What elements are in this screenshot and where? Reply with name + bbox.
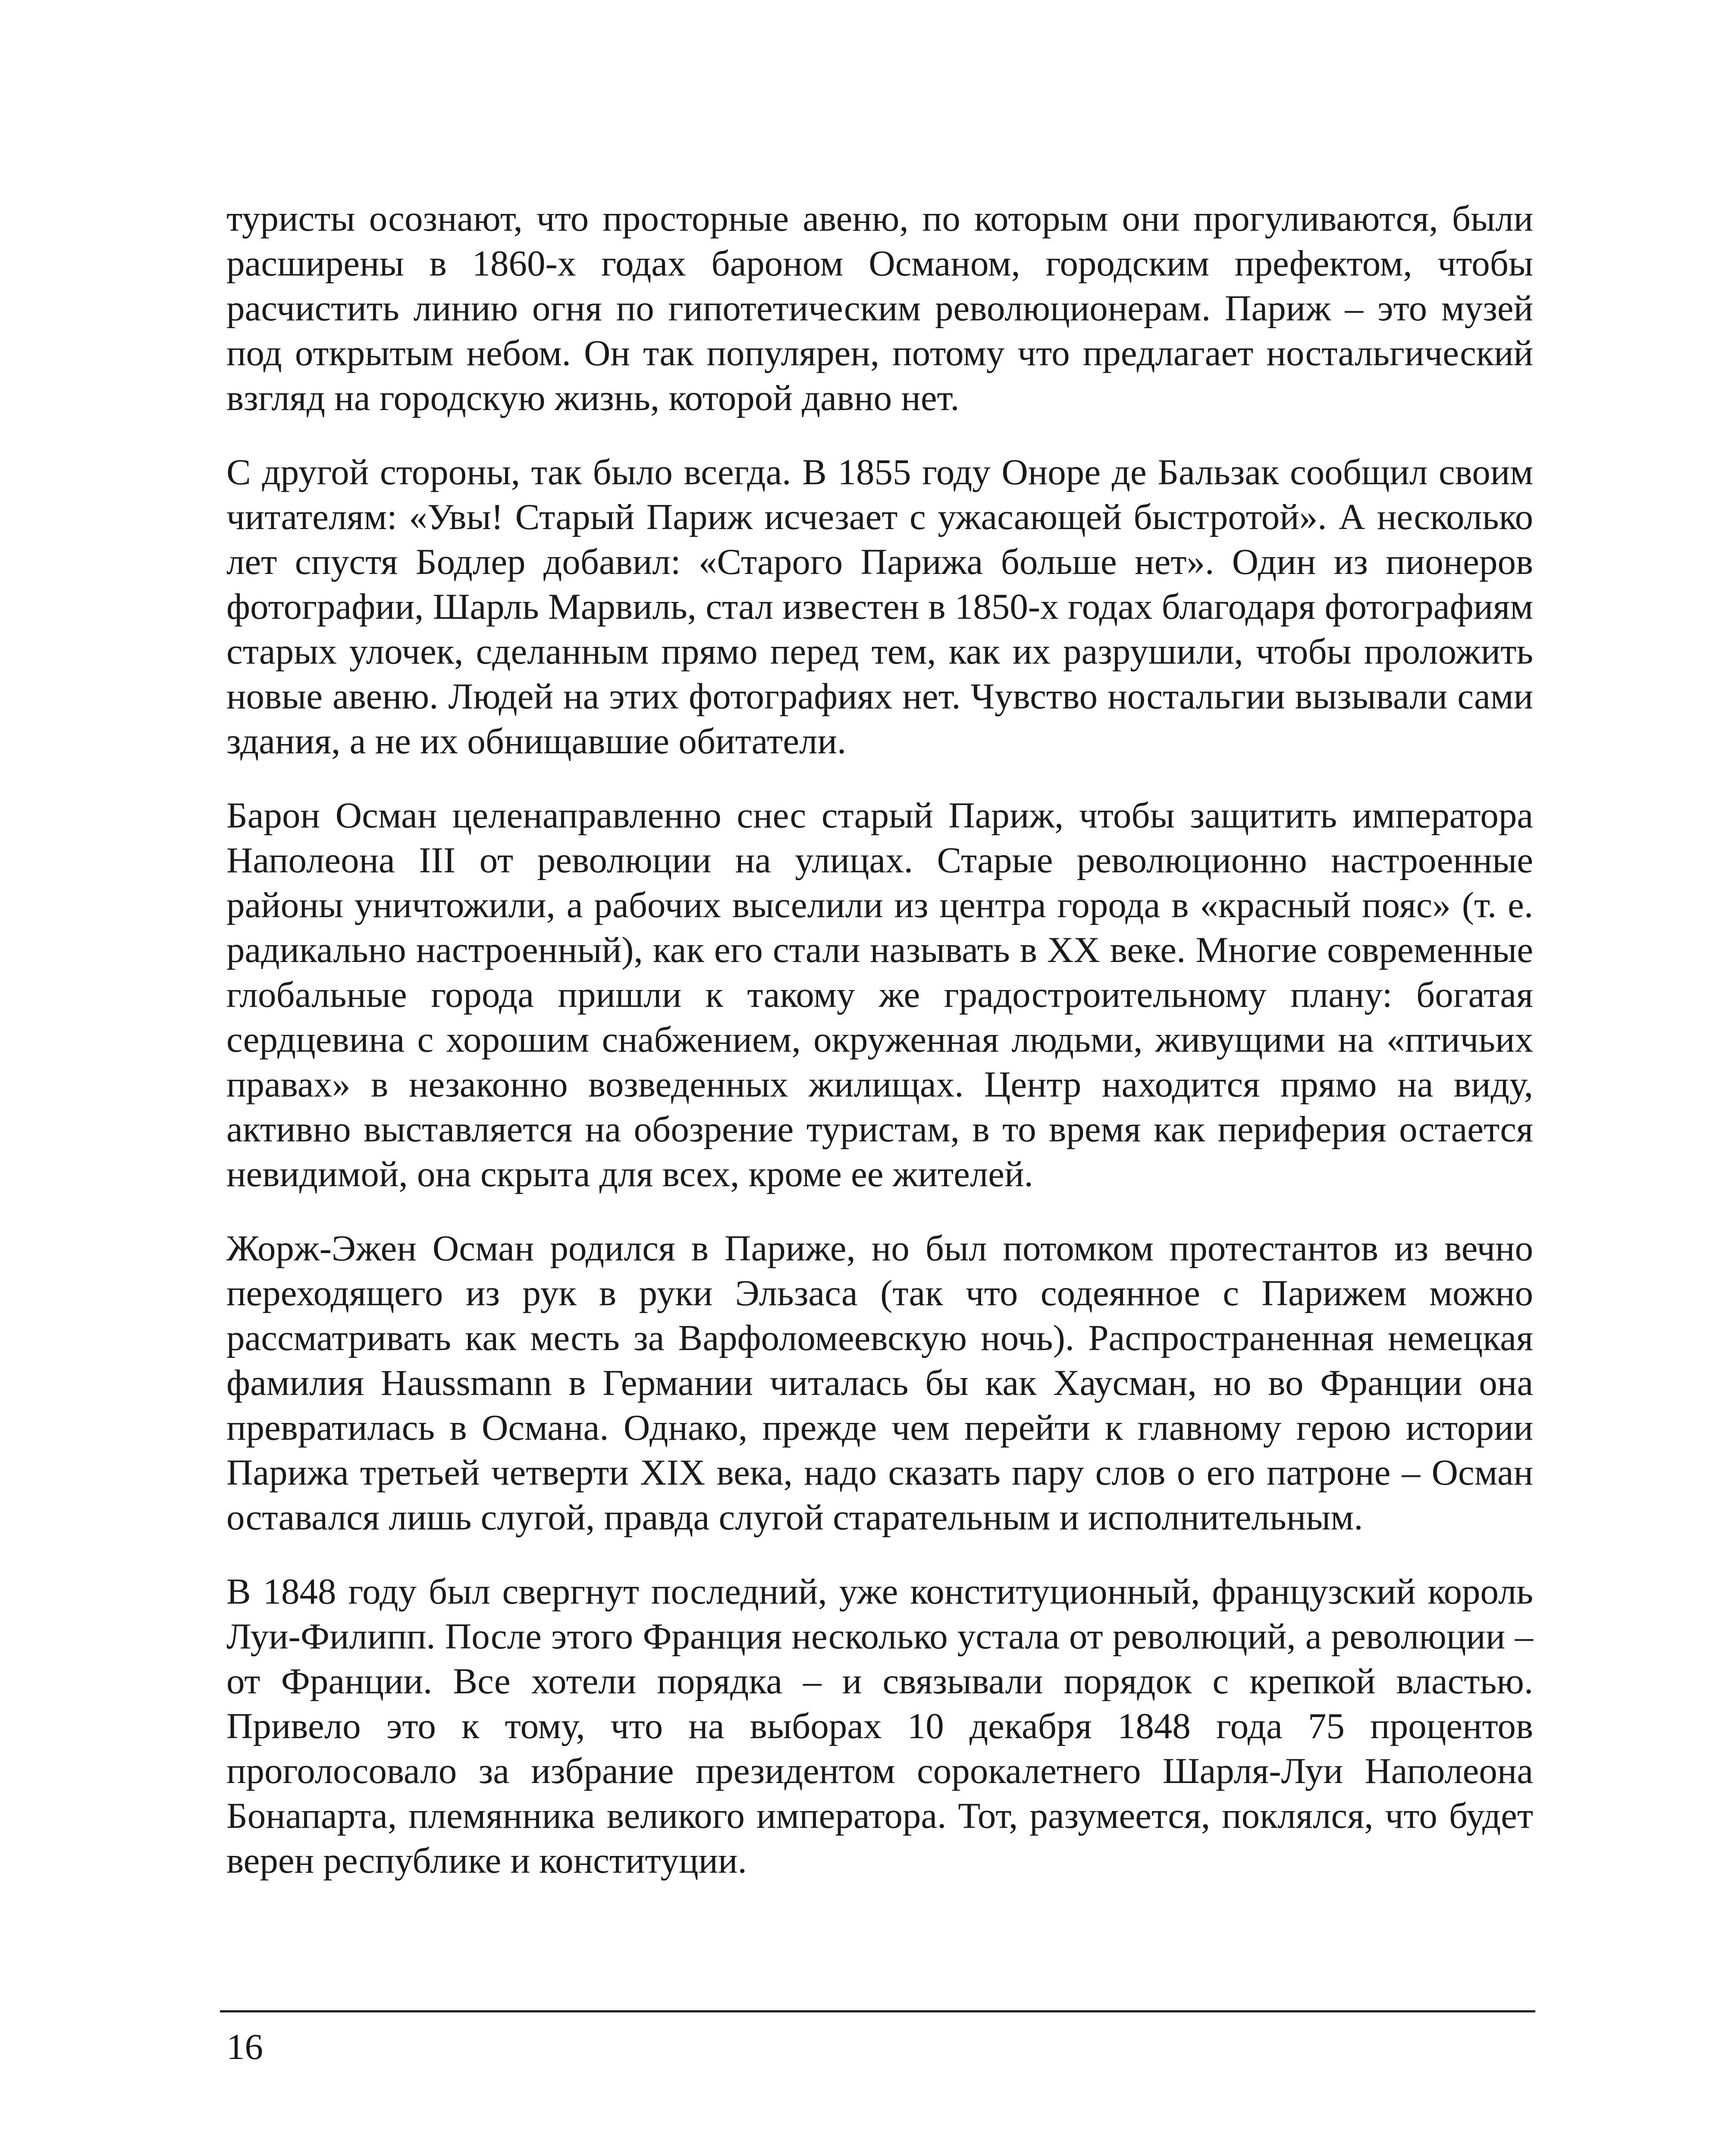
paragraph-3: Барон Осман целенаправленно снес старый Париж, чтобы защитить императора Наполеона III от революции на улицах. Старые революционно настроенные районы уничтожили, а рабочих выселили из центра города в «красный пояс» (т. е. радикально настроенный), как его стали называть в XX веке. Многие современные глобальные города пришли к такому же градостроительному плану: богатая сердцевина с хорошим снабжением, окруженная людьми, живущими на «птичьих правах» в незаконно возведенных жилищах. Центр находится прямо на виду, активно выставляется на обозрение туристам, в то время как периферия остается невидимой, она скрыта для всех, кроме ее жителей. [226, 795, 1533, 1194]
page-number: 16 [226, 2027, 263, 2067]
page-body [226, 196, 1533, 1912]
paragraph-2: С другой стороны, так было всегда. В 1855 году Оноре де Бальзак сообщил своим читателям: «Увы! Старый Париж исчезает с ужасающей быстротой». А несколько лет спустя Бодлер добавил: «Старого Парижа больше нет». Один из пионеров фотографии, Шарль Марвиль, стал известен в 1850-х годах благодаря фотографиям старых улочек, сделанным прямо перед тем, как их разрушили, чтобы проложить новые авеню. Людей на этих фотографиях нет. Чувство ностальгии вызывали сами здания, а не их обнищавшие обитатели. [226, 452, 1533, 761]
paragraph-4: Жорж-Эжен Осман родился в Париже, но был потомком протестантов из вечно переходящего из рук в руки Эльзаса (так что содеянное с Парижем можно рассматривать как месть за Варфоломеевскую ночь). Распространенная немецкая фамилия Haussmann в Германии читалась бы как Хаусман, но во Франции она превратилась в Османа. Однако, прежде чем перейти к главному герою истории Парижа третьей четверти XIX века, надо сказать пару слов о его патроне – Осман оставался лишь слугой, правда слугой старательным и исполнительным. [226, 1228, 1533, 1538]
footer-divider [220, 2010, 1535, 2012]
paragraph-5: В 1848 году был свергнут последний, уже конституционный, французский король Луи-Филипп. После этого Франция несколько устала от революций, а революции – от Франции. Все хотели порядка – и связывали порядок с крепкой властью. Привело это к тому, что на выборах 10 декабря 1848 года 75 процентов проголосовало за избрание президентом сорокалетнего Шарля-Луи Наполеона Бонапарта, племянника великого императора. Тот, разумеется, поклялся, что будет верен республике и конституции. [226, 1571, 1533, 1881]
paragraph-1: туристы осознают, что просторные авеню, по которым они прогуливаются, были расширены в 1860-х годах бароном Османом, городским префектом, чтобы расчистить линию огня по гипотетическим революционерам. Париж – это музей под открытым небом. Он так популярен, потому что предлагает ностальгический взгляд на городскую жизнь, которой давно нет. [226, 198, 1533, 418]
